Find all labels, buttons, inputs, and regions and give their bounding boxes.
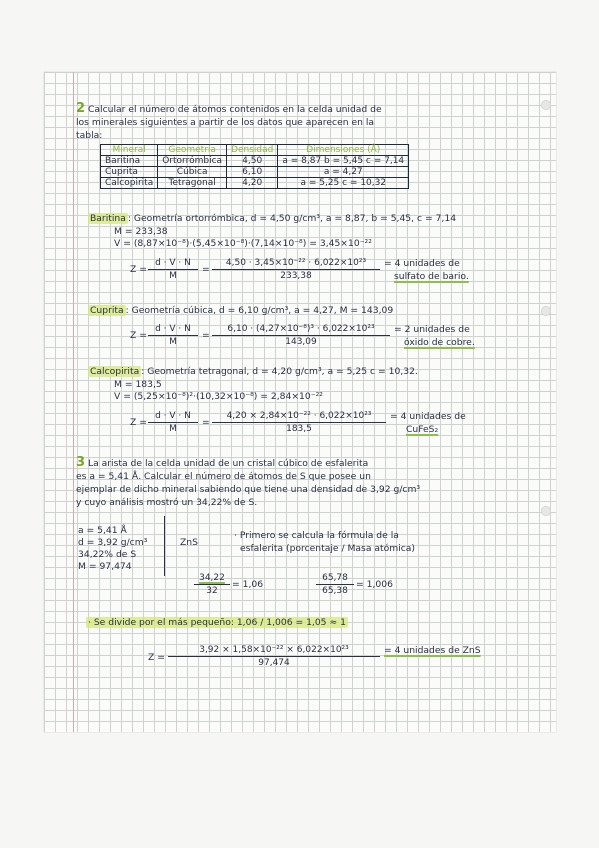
problem-3-line-2: es a = 5,41 Å. Calcular el número de átomos de S que posee un (76, 471, 371, 482)
calcopirita-volume: V = (5,25×10⁻⁸)²·(10,32×10⁻⁸) = 2,84×10⁻²² (114, 391, 323, 402)
table-row (101, 156, 409, 167)
baritina-value-fraction (212, 257, 380, 282)
problem-3-line-1 (76, 456, 368, 470)
sulfur-ratio-fraction (194, 572, 230, 597)
numerator: 3,92 × 1,58×10⁻²² × 6,022×10²³ (199, 645, 349, 655)
baritina-result-line-1: = 4 unidades de (384, 258, 460, 269)
data-brace (164, 516, 165, 576)
binder-hole (541, 306, 551, 316)
denominator: 97,474 (168, 656, 380, 669)
cuprita-result-line-2: óxido de cobre. (404, 337, 475, 348)
problem-number: 3 (76, 455, 86, 470)
denominator: M (148, 335, 198, 348)
numerator: 4,20 × 2,84×10⁻²² · 6,022×10²³ (226, 411, 372, 421)
table-row (101, 167, 409, 178)
data-density: d = 3,92 g/cm³ (78, 537, 148, 548)
table-cell: Cúbica (158, 167, 227, 178)
baritina-label: Baritina (90, 213, 126, 224)
baritina-heading (88, 212, 456, 225)
step-2-text: · Se divide por el más pequeño: 1,06 / 1,006 = 1,05 ≈ 1 (88, 617, 346, 628)
problem-2-line-1 (76, 102, 382, 116)
problem-number: 2 (76, 101, 86, 116)
table-cell: a = 4,27 (278, 167, 409, 178)
cuprita-heading (88, 304, 393, 317)
table-row (101, 178, 409, 189)
z-symbol: Z = (148, 652, 165, 663)
binder-hole (541, 100, 551, 110)
denominator: M (148, 422, 198, 435)
zinc-ratio-fraction (316, 572, 354, 597)
table-cell: Tetragonal (158, 178, 227, 189)
numerator: d · V · N (155, 411, 191, 421)
table-cell: Ortorrómbica (158, 156, 227, 167)
problem-text: Calcular el número de átomos contenidos en la celda unidad de (87, 104, 382, 115)
cuprita-value-fraction (212, 323, 390, 348)
sulfur-ratio-result: = 1,06 (232, 579, 264, 590)
equals-sign: = (202, 264, 210, 275)
step-1-line-1: · Primero se calcula la fórmula de la (234, 530, 399, 541)
step-1-line-2: esfalerita (porcentaje / Masa atómica) (240, 543, 416, 554)
denominator: 183,5 (212, 422, 386, 435)
table-header: Dimensiones (Å) (278, 145, 409, 156)
calcopirita-formula-fraction (148, 410, 198, 435)
calcopirita-molar-mass: M = 183,5 (114, 379, 162, 390)
baritina-description: : Geometría ortorrómbica, d = 4,50 g/cm³, a = 8,87, b = 5,45, c = 7,14 (127, 213, 457, 224)
baritina-result-line-2: sulfato de bario. (394, 271, 469, 282)
table-cell: a = 8,87 b = 5,45 c = 7,14 (278, 156, 409, 167)
equals-sign: = (202, 330, 210, 341)
calcopirita-value-fraction (212, 410, 386, 435)
calcopirita-description: : Geometría tetragonal, d = 4,20 g/cm³, a = 5,25 c = 10,32. (141, 366, 418, 377)
data-edge-length: a = 5,41 Å (78, 525, 127, 536)
denominator: 233,38 (212, 269, 380, 282)
numerator: 6,10 · (4,27×10⁻⁸)³ · 6,022×10²³ (227, 324, 375, 334)
problem-3-line-3: ejemplar de dicho mineral sabiendo que tiene una densidad de 3,92 g/cm³ (76, 484, 421, 495)
table-header: Geometría (158, 145, 227, 156)
table-cell: 4,20 (227, 178, 278, 189)
baritina-volume: V = (8,87×10⁻⁸)·(5,45×10⁻⁸)·(7,14×10⁻⁸) = 3,45×10⁻²² (114, 238, 372, 249)
zns-result: = 4 unidades de ZnS (384, 645, 481, 656)
zns-value-fraction (168, 644, 380, 669)
table-cell: Calcopirita (101, 178, 158, 189)
calcopirita-result-line-1: = 4 unidades de (390, 411, 466, 422)
problem-2-line-3: tabla: (76, 130, 103, 141)
formula-zns: ZnS (180, 537, 198, 548)
cuprita-result-line-1: = 2 unidades de (394, 324, 470, 335)
minerals-table (100, 144, 409, 189)
table-cell: 4,50 (227, 156, 278, 167)
data-molar-mass: M = 97,474 (78, 561, 132, 572)
z-symbol: Z = (130, 417, 147, 428)
cuprita-formula-fraction (148, 323, 198, 348)
problem-2-line-2: los minerales siguientes a partir de los datos que aparecen en la (76, 117, 375, 128)
table-header-row (101, 145, 409, 156)
problem-3-line-4: y cuyo análisis mostró un 34,22% de S. (76, 497, 258, 508)
z-symbol: Z = (130, 264, 147, 275)
cuprita-description: : Geometría cúbica, d = 6,10 g/cm³, a = 4,27, M = 143,09 (125, 305, 394, 316)
table-cell: Baritina (101, 156, 158, 167)
numerator: 4,50 · 3,45×10⁻²² · 6,022×10²³ (225, 258, 367, 268)
zinc-ratio-result: = 1,006 (356, 579, 393, 590)
equals-sign: = (202, 417, 210, 428)
baritina-formula-fraction (148, 257, 198, 282)
calcopirita-label: Calcopirita (90, 366, 140, 377)
denominator: 65,38 (316, 584, 354, 597)
table-header: Densidad (227, 145, 278, 156)
numerator: d · V · N (155, 258, 191, 268)
baritina-molar-mass: M = 233,38 (114, 226, 168, 237)
step-2-line (86, 616, 348, 629)
table-cell: Cuprita (101, 167, 158, 178)
denominator: 32 (194, 584, 230, 597)
problem-text: La arista de la celda unidad de un cristal cúbico de esfalerita (87, 458, 369, 469)
binder-hole (541, 506, 551, 516)
numerator: 34,22 (199, 573, 225, 583)
calcopirita-result-line-2: CuFeS₂ (406, 424, 439, 435)
denominator: 143,09 (212, 335, 390, 348)
denominator: M (148, 269, 198, 282)
z-symbol: Z = (130, 330, 147, 341)
table-header: Mineral (101, 145, 158, 156)
numerator: d · V · N (155, 324, 191, 334)
calcopirita-heading (88, 365, 418, 378)
cuprita-label: Cuprita (90, 305, 124, 316)
notebook-page (44, 72, 556, 732)
numerator: 65,78 (322, 573, 348, 583)
data-sulfur-percent: 34,22% de S (78, 549, 137, 560)
table-cell: 6,10 (227, 167, 278, 178)
table-cell: a = 5,25 c = 10,32 (278, 178, 409, 189)
